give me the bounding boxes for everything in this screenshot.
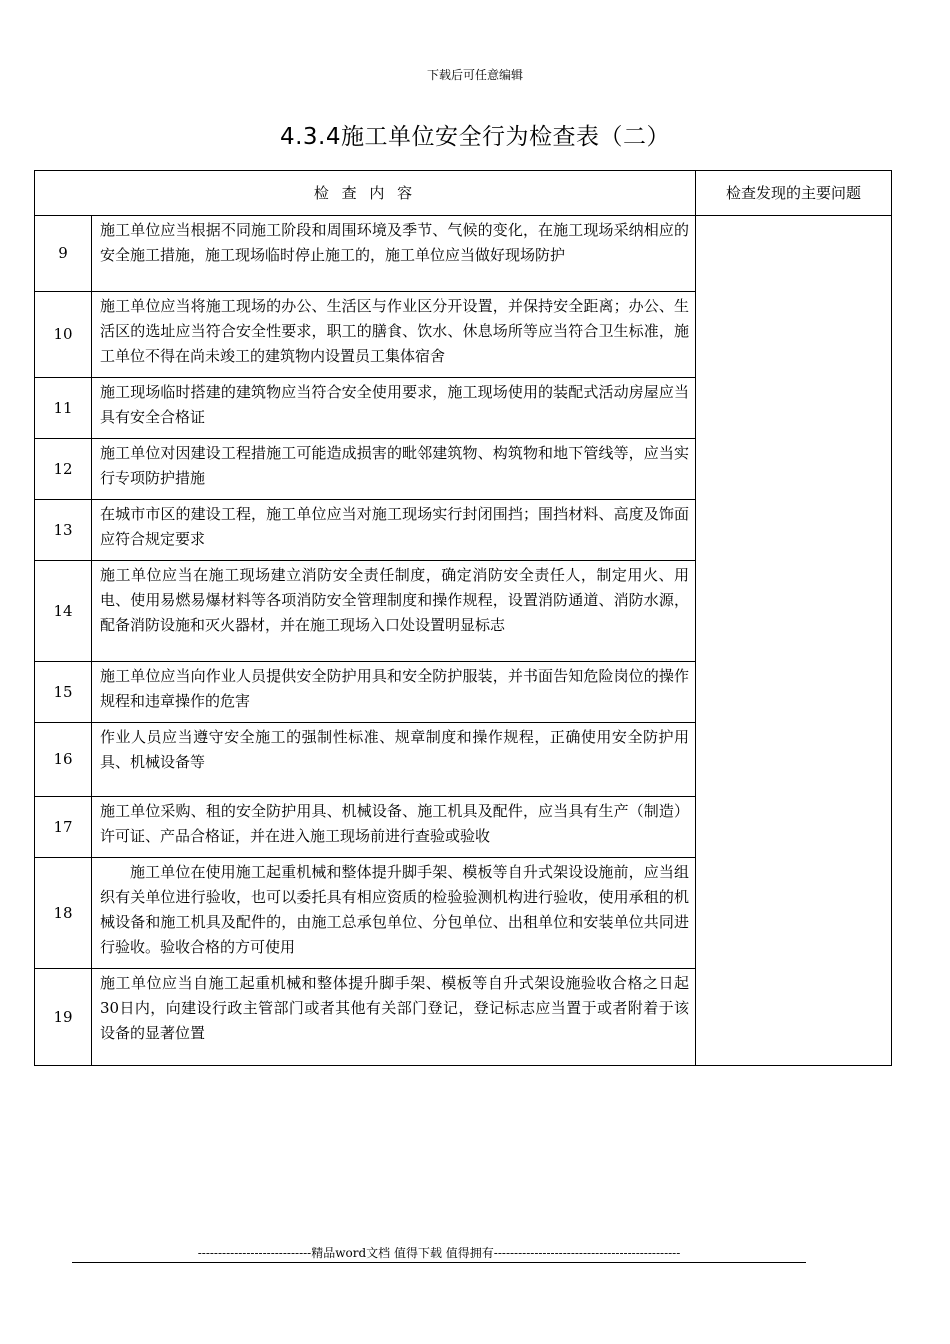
issues-cell[interactable] bbox=[696, 216, 892, 1066]
row-number: 14 bbox=[35, 561, 92, 662]
row-content: 施工单位采购、租的安全防护用具、机械设备、施工机具及配件，应当具有生产（制造）许可证、产品合格证，并在进入施工现场前进行查验或验收 bbox=[92, 797, 696, 858]
column-header-issues: 检查发现的主要问题 bbox=[696, 171, 892, 216]
row-content: 施工单位对因建设工程措施工可能造成损害的毗邻建筑物、构筑物和地下管线等，应当实行专项防护措施 bbox=[92, 439, 696, 500]
row-number: 17 bbox=[35, 797, 92, 858]
row-number: 19 bbox=[35, 969, 92, 1066]
table-header-row bbox=[35, 171, 892, 216]
inspection-table bbox=[34, 170, 892, 1066]
row-content: 施工现场临时搭建的建筑物应当符合安全使用要求，施工现场使用的装配式活动房屋应当具有安全合格证 bbox=[92, 378, 696, 439]
row-number: 10 bbox=[35, 292, 92, 378]
row-content: 施工单位在使用施工起重机械和整体提升脚手架、模板等自升式架设设施前，应当组织有关单位进行验收，也可以委托具有相应资质的检验验测机构进行验收，使用承租的机械设备和施工机具及配件的，由施工总承包单位、分包单位、出租单位和安装单位共同进行验收。验收合格的方可使用 bbox=[92, 858, 696, 969]
row-number: 13 bbox=[35, 500, 92, 561]
row-content: 在城市市区的建设工程，施工单位应当对施工现场实行封闭围挡；围挡材料、高度及饰面应符合规定要求 bbox=[92, 500, 696, 561]
row-number: 18 bbox=[35, 858, 92, 969]
row-content: 施工单位应当自施工起重机械和整体提升脚手架、模板等自升式架设施验收合格之日起30日内，向建设行政主管部门或者其他有关部门登记，登记标志应当置于或者附着于该设备的显著位置 bbox=[92, 969, 696, 1066]
row-number: 15 bbox=[35, 662, 92, 723]
row-content: 施工单位应当将施工现场的办公、生活区与作业区分开设置，并保持安全距离；办公、生活区的选址应当符合安全性要求，职工的膳食、饮水、休息场所等应当符合卫生标准，施工单位不得在尚未竣工的建筑物内设置员工集体宿舍 bbox=[92, 292, 696, 378]
row-number: 16 bbox=[35, 723, 92, 797]
row-content: 施工单位应当根据不同施工阶段和周围环境及季节、气候的变化，在施工现场采纳相应的安全施工措施，施工现场临时停止施工的，施工单位应当做好现场防护 bbox=[92, 216, 696, 292]
row-content: 施工单位应当在施工现场建立消防安全责任制度，确定消防安全责任人，制定用火、用电、使用易燃易爆材料等各项消防安全管理制度和操作规程，设置消防通道、消防水源，配备消防设施和灭火器材，并在施工现场入口处设置明显标志 bbox=[92, 561, 696, 662]
header-note: 下载后可任意编辑 bbox=[426, 68, 523, 82]
row-number: 12 bbox=[35, 439, 92, 500]
footer-divider bbox=[72, 1262, 806, 1263]
row-content: 施工单位应当向作业人员提供安全防护用具和安全防护服装，并书面告知危险岗位的操作规程和违章操作的危害 bbox=[92, 662, 696, 723]
footer-text: ----------------------------精品word文档 值得下载 值得拥有---------------------------------------------- bbox=[197, 1246, 681, 1260]
row-content: 作业人员应当遵守安全施工的强制性标准、规章制度和操作规程，正确使用安全防护用具、机械设备等 bbox=[92, 723, 696, 797]
column-header-content: 检 查 内 容 bbox=[35, 171, 696, 216]
table-row bbox=[35, 216, 892, 292]
page-title: 4.3.4施工单位安全行为检查表（二） bbox=[279, 124, 671, 150]
row-number: 9 bbox=[35, 216, 92, 292]
row-number: 11 bbox=[35, 378, 92, 439]
